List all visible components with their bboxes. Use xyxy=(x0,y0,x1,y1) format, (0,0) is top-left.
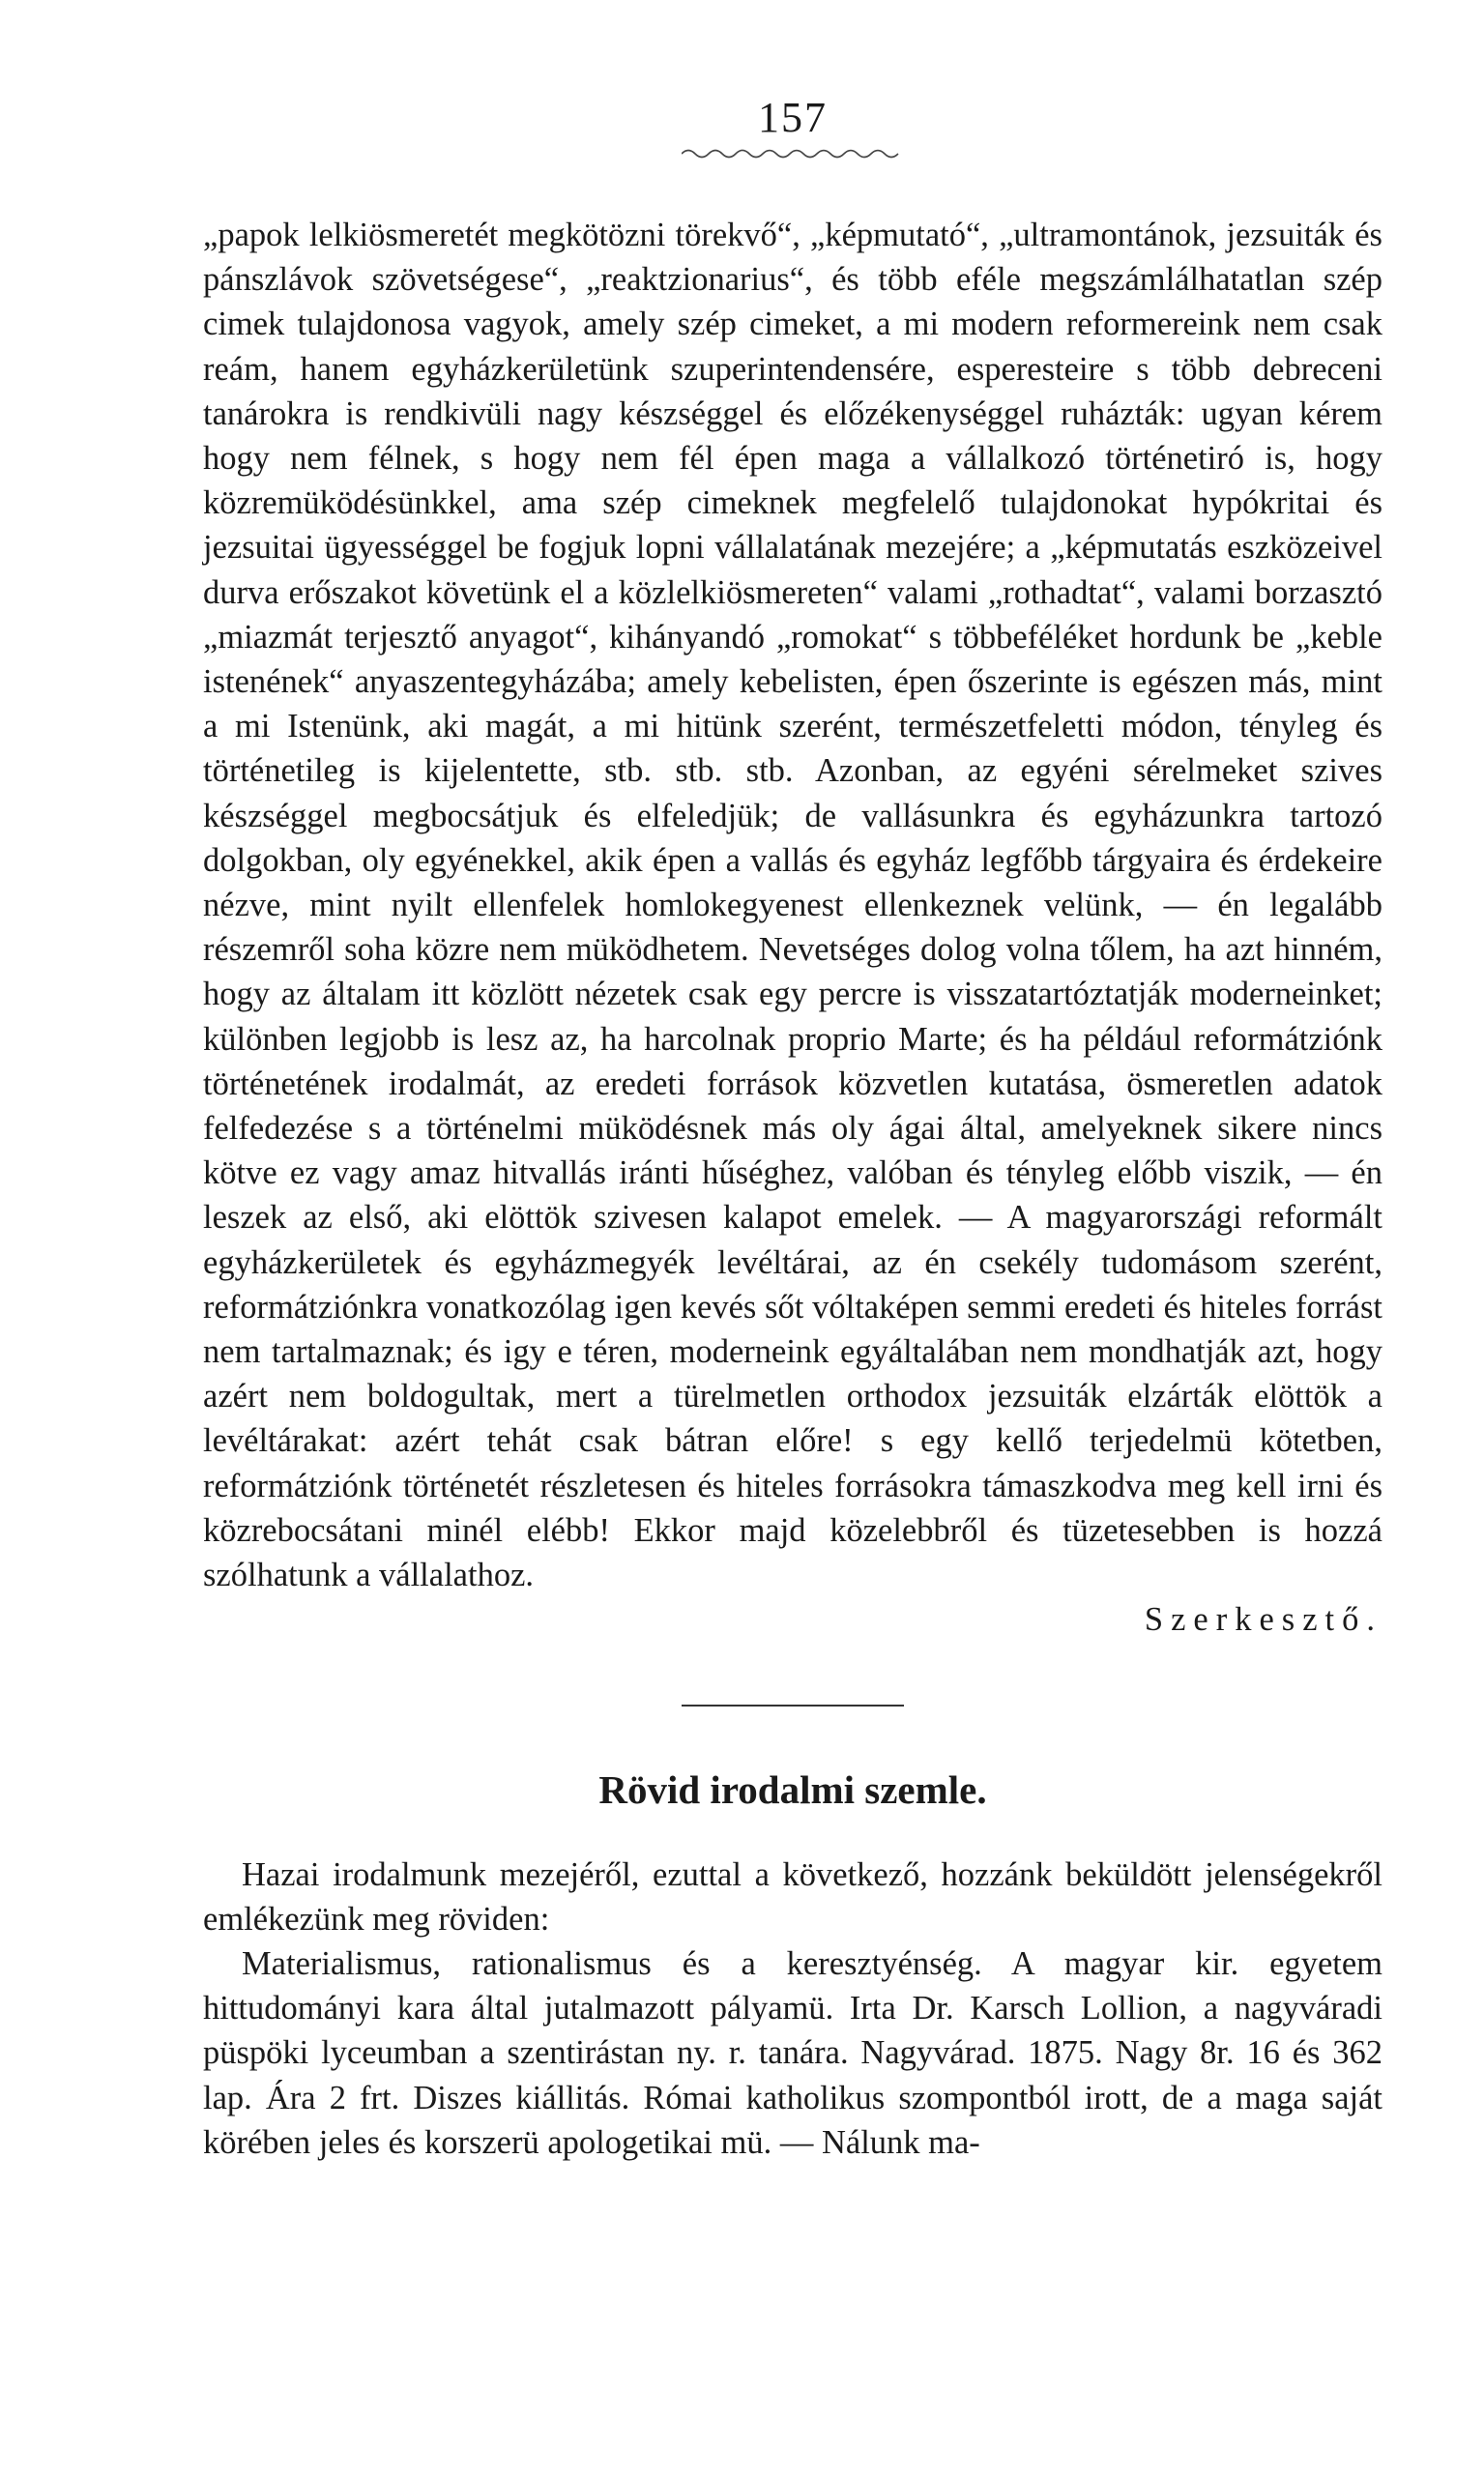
page xyxy=(203,94,1382,2165)
signature-line xyxy=(203,1597,1382,1642)
section-title: Rövid irodalmi szemle. xyxy=(598,1766,987,1812)
section-divider xyxy=(682,1705,904,1707)
main-text xyxy=(203,213,1382,1643)
review-intro: Hazai irodalmunk mezejéről, ezuttal a következő, hozzánk beküldött jelenségekről emlékezünk meg röviden: xyxy=(203,1855,1382,1938)
review-entry: Materialismus, rationalismus és a keresztyénség. A magyar kir. egyetem hittudományi kara által jutalmazott pályamü. Irta Dr. Karsch Lollion, a nagyváradi püspöki lyceumban a szentirástan ny. r. tanára. Nagyvárad. 1875. Nagy 8r. 16 és 362 lap. Ára 2 frt. Diszes kiállitás. Római katholikus szompontból irott, de a maga saját körében jeles és korszerü apologetikai mü. — Nálunk ma- xyxy=(203,1944,1382,2161)
main-paragraph: „papok lelkiösmeretét megkötözni törekvő“, „képmutató“, „ultramontánok, jezsuiták és pánszlávok szövetségese“, „reaktzionarius“, és több eféle megszámlálhatatlan szép cimek tulajdonosa vagyok, amely szép cimeket, a mi modern reformereink nem csak reám, hanem egyházkerületünk szuperintendensére, esperesteire s több debreceni tanárokra is rendkivüli nagy készséggel és előzékenységgel ruházták: ugyan kérem hogy nem félnek, s hogy nem fél épen maga a vállalkozó történetiró is, hogy közremüködésünkkel, ama szép cimeknek megfelelő tulajdonokat hypókritai és jezsuitai ügyességgel be fogjuk lopni vállalatának mezejére; a „képmutatás eszközeivel durva erőszakot követünk el a közlelkiösmereten“ valami „rothadtat“, valami borzasztó „miazmát terjesztő anyagot“, kihányandó „romokat“ s többeféléket hordunk be „keble istenének“ anyaszentegyházába; amely kebelisten, épen őszerinte is egészen más, mint a mi Istenünk, aki magát, a mi hitünk szerént, természetfeletti módon, tényleg és történetileg is kijelentette, stb. stb. stb. Azonban, az egyéni sérelmeket szives készséggel megbocsátjuk és elfeledjük; de vallásunkra és egyházunkra tartozó dolgokban, oly egyénekkel, akik épen a vallás és egyház legfőbb tárgyaira és érdekeire nézve, mint nyilt ellenfelek homlokegyenest ellenkeznek velünk, — én legalább részemről soha közre nem müködhetem. Nevetséges dolog volna tőlem, ha azt hinném, hogy az általam itt közlött nézetek csak egy percre is visszatartóztatják moderneinket; különben legjobb is lesz az, ha harcolnak proprio Marte; és ha például reformátziónk történetének irodalmát, az eredeti források közvetlen kutatása, ösmeretlen adatok felfedezése s a történelmi müködésnek más oly ágai által, amelyeknek sikere nincs kötve ez vagy amaz hitvallás iránti hűséghez, valóban és tényleg előbb viszik, — én leszek az első, aki elöttök szivesen kalapot emelek. — A magyarországi reformált egyházkerületek és egyházmegyék levéltárai, az én csekély tudomásom szerént, reformátziónkra vonatkozólag igen kevés sőt vóltaképen semmi eredeti és hiteles forrást nem tartalmaznak; és igy e téren, moderneink egyáltalában nem mondhatják azt, hogy azért nem boldogultak, mert a türelmetlen orthodox jezsuiták elzárták elöttök a levéltárakat: azért tehát csak bátran előre! s egy kellő terjedelmü kötetben, reformátziónk történetét részletesen és hiteles forrásokra támaszkodva meg kell irni és közrebocsátani minél elébb! Ekkor majd közelebbről és tüzetesebben is hozzá szólhatunk a vállalathoz. xyxy=(203,217,1382,1594)
wavy-underline-icon xyxy=(682,147,904,160)
signature: Szerkesztő. xyxy=(1144,1601,1382,1639)
page-number: 157 xyxy=(758,94,828,141)
review-text xyxy=(203,1853,1382,2165)
